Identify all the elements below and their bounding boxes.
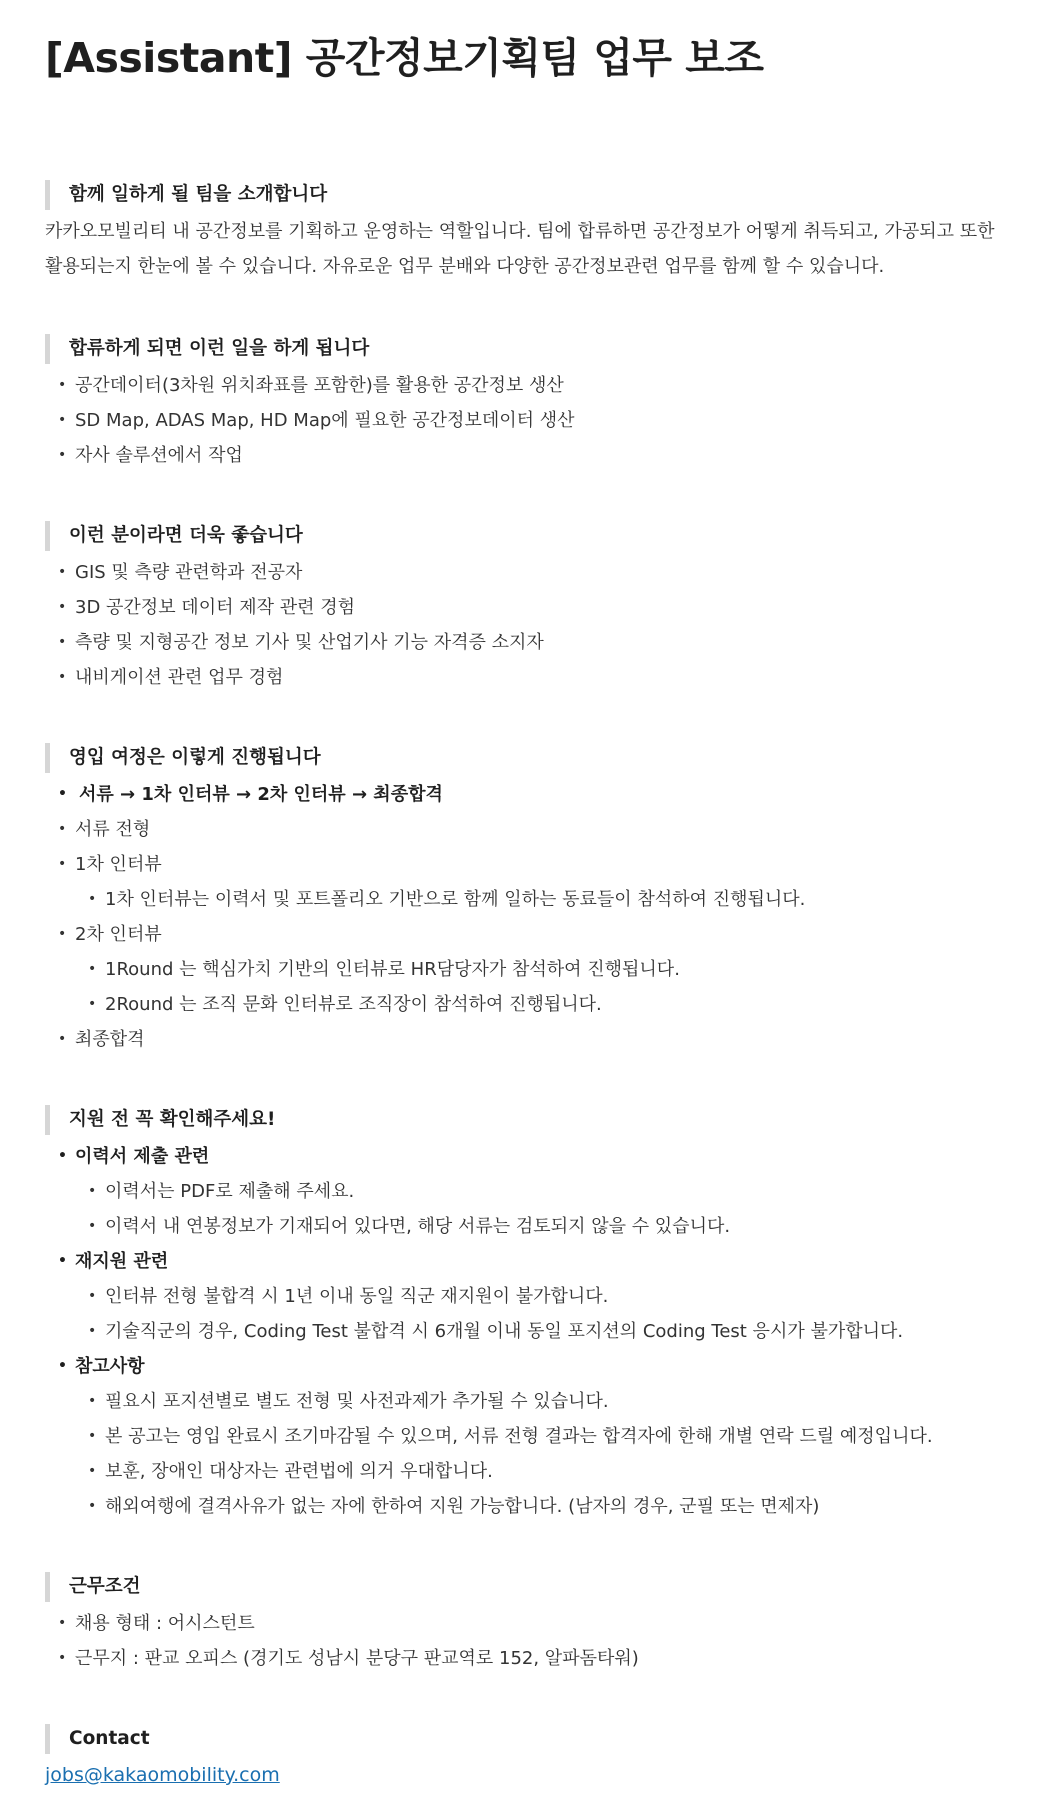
duties-list <box>45 368 1015 473</box>
process-heading: 영입 여정은 이렇게 진행됩니다 <box>45 743 1015 773</box>
list-subitem: • 1Round 는 핵심가치 기반의 인터뷰로 HR담당자가 참석하여 진행됩니다. <box>45 952 1015 987</box>
notice-list <box>45 1139 1015 1524</box>
list-item: • 재지원 관련 <box>45 1244 1015 1279</box>
list-item: • 이력서 제출 관련 <box>45 1139 1015 1174</box>
conditions-section <box>45 1572 1015 1676</box>
page-title: [Assistant] 공간정보기획팀 업무 보조 <box>45 34 764 82</box>
list-item: • 2차 인터뷰 <box>45 917 1015 952</box>
contact-heading: Contact <box>45 1724 1015 1754</box>
preferred-section <box>45 521 1015 695</box>
duties-heading: 합류하게 되면 이런 일을 하게 됩니다 <box>45 334 1015 364</box>
team-description-line: 카카오모빌리티 내 공간정보를 기획하고 운영하는 역할입니다. 팀에 합류하면 공간정보가 어떻게 취득되고, 가공되고 또한 <box>45 221 995 242</box>
process-flow: • 서류 → 1차 인터뷰 → 2차 인터뷰 → 최종합격 <box>45 777 1015 812</box>
list-item: • GIS 및 측량 관련학과 전공자 <box>45 555 1015 590</box>
notice-section <box>45 1105 1015 1524</box>
contact-email-link[interactable]: jobs@kakaomobility.com <box>45 1764 280 1786</box>
process-list <box>45 777 1015 1057</box>
list-subitem: • 본 공고는 영입 완료시 조기마감될 수 있으며, 서류 전형 결과는 합격자에 한해 개별 연락 드릴 예정입니다. <box>45 1419 1015 1454</box>
list-subitem: • 이력서 내 연봉정보가 기재되어 있다면, 해당 서류는 검토되지 않을 수 있습니다. <box>45 1209 1015 1244</box>
list-item: • 3D 공간정보 데이터 제작 관련 경험 <box>45 590 1015 625</box>
list-item: • 근무지 : 판교 오피스 (경기도 성남시 분당구 판교역로 152, 알파돔타워) <box>45 1641 1015 1676</box>
list-subitem: • 해외여행에 결격사유가 없는 자에 한하여 지원 가능합니다. (남자의 경우, 군필 또는 면제자) <box>45 1489 1015 1524</box>
notice-heading: 지원 전 꼭 확인해주세요! <box>45 1105 1015 1135</box>
list-subitem: • 2Round 는 조직 문화 인터뷰로 조직장이 참석하여 진행됩니다. <box>45 987 1015 1022</box>
list-subitem: • 인터뷰 전형 불합격 시 1년 이내 동일 직군 재지원이 불가합니다. <box>45 1279 1015 1314</box>
list-item: • 내비게이션 관련 업무 경험 <box>45 660 1015 695</box>
list-subitem: • 보훈, 장애인 대상자는 관련법에 의거 우대합니다. <box>45 1454 1015 1489</box>
list-item: • 자사 솔루션에서 작업 <box>45 438 1015 473</box>
list-item: • 최종합격 <box>45 1022 1015 1057</box>
team-heading: 함께 일하게 될 팀을 소개합니다 <box>45 180 1015 210</box>
preferred-list <box>45 555 1015 695</box>
team-description-line: 활용되는지 한눈에 볼 수 있습니다. 자유로운 업무 분배와 다양한 공간정보관련 업무를 함께 할 수 있습니다. <box>45 256 885 277</box>
team-section <box>45 180 1015 284</box>
list-subitem: • 이력서는 PDF로 제출해 주세요. <box>45 1174 1015 1209</box>
list-item: • 채용 형태 : 어시스턴트 <box>45 1606 1015 1641</box>
list-item: • 1차 인터뷰 <box>45 847 1015 882</box>
process-section <box>45 743 1015 1057</box>
conditions-heading: 근무조건 <box>45 1572 1015 1602</box>
list-subitem: • 기술직군의 경우, Coding Test 불합격 시 6개월 이내 동일 포지션의 Coding Test 응시가 불가합니다. <box>45 1314 1015 1349</box>
contact-section <box>45 1724 1015 1793</box>
list-item: • 서류 전형 <box>45 812 1015 847</box>
list-item: • 공간데이터(3차원 위치좌표를 포함한)를 활용한 공간정보 생산 <box>45 368 1015 403</box>
list-item: • 참고사항 <box>45 1349 1015 1384</box>
list-subitem: • 필요시 포지션별로 별도 전형 및 사전과제가 추가될 수 있습니다. <box>45 1384 1015 1419</box>
list-item: • 측량 및 지형공간 정보 기사 및 산업기사 기능 자격증 소지자 <box>45 625 1015 660</box>
preferred-heading: 이런 분이라면 더욱 좋습니다 <box>45 521 1015 551</box>
list-subitem: • 1차 인터뷰는 이력서 및 포트폴리오 기반으로 함께 일하는 동료들이 참석하여 진행됩니다. <box>45 882 1015 917</box>
list-item: • SD Map, ADAS Map, HD Map에 필요한 공간정보데이터 생산 <box>45 403 1015 438</box>
conditions-list <box>45 1606 1015 1676</box>
duties-section <box>45 334 1015 473</box>
